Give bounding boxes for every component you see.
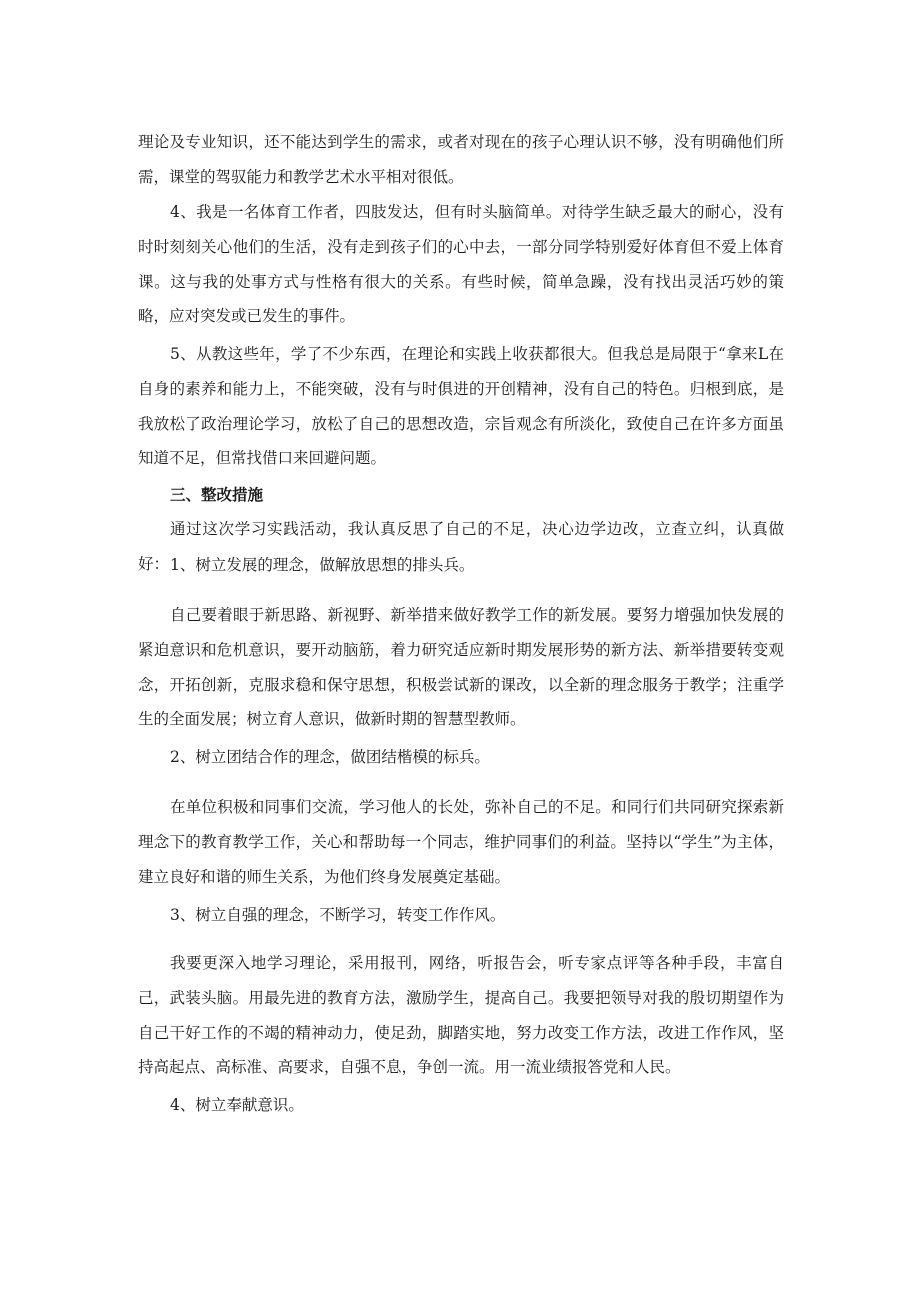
measure-heading-1: 1、树立发展的理念，做解放思想的排头兵。: [170, 556, 475, 574]
measure-heading-4: 4、树立奉献意识。: [170, 1096, 304, 1114]
section-heading: 三、整改措施: [170, 485, 264, 504]
paragraph-intro: 通过这次学习实践活动，我认真反思了自己的不足，决心边学边改，立查立纠，认真做好：: [138, 520, 784, 573]
paragraph-item-4: 4、我是一名体育工作者，四肢发达，但有时头脑简单。对待学生缺乏最大的耐心，没有时时刻刻关心他们的生活，没有走到孩子们的心中去，一部分同学特别爱好体育但不爱上体育课。这与我的处事方式与性格有很大的关系。有些时候，简单急躁，没有找出灵活巧妙的策略，应对突发或已发生的事件。: [138, 203, 784, 326]
paragraph-item-5: 5、从教这些年，学了不少东西，在理论和实践上收获都很大。但我总是局限于“拿来L在自身的素养和能力上，不能突破，没有与时俱进的开创精神，没有自己的特色。归根到底，是我放松了政治理论学习，放松了自己的思想改造，宗旨观念有所淡化，致使自己在许多方面虽知道不足，但常找借口来回避问题。: [138, 345, 784, 468]
measure-body-3: 我要更深入地学习理论，采用报刊，网络，听报告会，听专家点评等各种手段，丰富自己，武装头脑。用最先进的教育方法，激励学生，提高自己。我要把领导对我的殷切期望作为自己干好工作的不竭的精神动力，使足劲，脚踏实地，努力改变工作方法，改进工作作风，坚持高起点、高标准、高要求，自强不息，争创一流。用一流业绩报答党和人民。: [138, 954, 784, 1077]
paragraph-continuation: 理论及专业知识，还不能达到学生的需求，或者对现在的孩子心理认识不够，没有明确他们所需，课堂的驾驭能力和教学艺术水平相对很低。: [138, 133, 784, 186]
measure-heading-2: 2、树立团结合作的理念，做团结楷模的标兵。: [170, 748, 490, 766]
measure-body-2: 在单位积极和同事们交流，学习他人的长处，弥补自己的不足。和同行们共同研究探索新理念下的教育教学工作，关心和帮助每一个同志，维护同事们的利益。坚持以“学生”为主体，建立良好和谐的师生关系，为他们终身发展奠定基础。: [138, 798, 784, 886]
measure-heading-3: 3、树立自强的理念，不断学习，转变工作作风。: [170, 906, 506, 924]
measure-body-1: 自己要着眼于新思路、新视野、新举措来做好教学工作的新发展。要努力增强加快发展的紧迫意识和危机意识，要开动脑筋，着力研究适应新时期发展形势的新方法、新举措要转变观念，开拓创新，克服求稳和保守思想，积极尝试新的课改，以全新的理念服务于教学；注重学生的全面发展；树立育人意识，做新时期的智慧型教师。: [138, 606, 784, 729]
